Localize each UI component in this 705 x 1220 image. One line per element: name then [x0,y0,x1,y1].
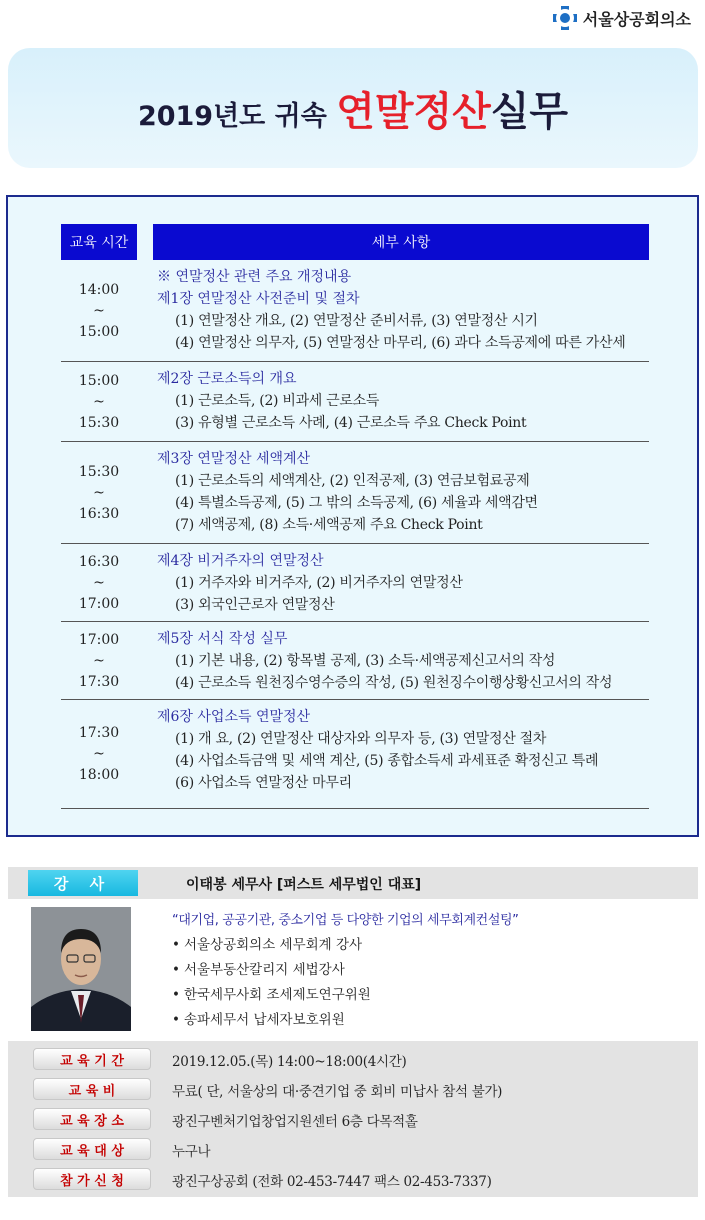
chapter-item: (3) 외국인근로자 연말정산 [175,597,335,613]
schedule-header-detail: 세부 사항 [153,224,649,260]
chapter-title: 제5장 서식 작성 실무 [157,631,288,647]
chapter-item: (1) 근로소득, (2) 비과세 근로소득 [175,393,380,409]
schedule-row [61,544,649,622]
schedule-row [61,260,649,362]
chapter-item: (1) 개 요, (2) 연말정산 대상자와 의무자 등, (3) 연말정산 절차 [175,731,547,747]
revision-note: ※ 연말정산 관련 주요 개정내용 [157,269,352,285]
time-text: 16:30 [78,553,120,570]
chapter-title: 제1장 연말정산 사전준비 및 절차 [157,291,360,307]
chapter-item: (1) 근로소득의 세액계산, (2) 인적공제, (3) 연금보험료공제 [175,473,530,489]
time-text: 15:30 [78,463,120,480]
chapter-item: (7) 세액공제, (8) 소득·세액공제 주요 Check Point [175,517,483,533]
chapter-item: (3) 유형별 근로소득 사례, (4) 근로소득 주요 Check Point [175,415,527,431]
time-text: 16:30 [78,505,120,522]
chapter-item: (4) 연말정산 의무자, (5) 연말정산 마무리, (6) 과다 소득공제에 따른 가산세 [175,335,626,351]
schedule-time [61,544,137,622]
time-text: 18:00 [78,767,120,783]
title-highlight: 연말정산 [336,89,491,135]
schedule-detail [157,266,649,354]
schedule-time [61,442,137,544]
row-divider [61,808,649,809]
schedule-detail [157,368,649,434]
career-item: • 송파세무서 납세자보호위원 [172,1008,371,1033]
career-item: • 서울부동산칼리지 세법강사 [172,958,371,983]
info-label: 교 육 비 [33,1078,151,1100]
schedule-detail [157,706,649,794]
schedule-time [61,362,137,442]
info-value: 광진구상공회 (전화 02-453-7447 팩스 02-453-7337) [172,1174,492,1190]
schedule-box [6,195,699,837]
time-text: 15:00 [78,323,120,340]
chapter-item: (1) 연말정산 개요, (2) 연말정산 준비서류, (3) 연말정산 시기 [175,313,538,329]
title-year: 2019년도 귀속 [137,101,337,132]
instructor-name: 이태봉 세무사 [퍼스트 세무법인 대표] [186,877,422,893]
info-label: 교 육 장 소 [33,1108,151,1130]
chamber-logo-icon [553,6,577,30]
chapter-item: (6) 사업소득 연말정산 마무리 [175,775,352,791]
chapter-item: (4) 특별소득공제, (5) 그 밖의 소득공제, (6) 세율과 세액감면 [175,495,538,511]
info-row-venue [8,1107,698,1131]
info-label: 교 육 대 상 [33,1138,151,1160]
schedule-time [61,622,137,700]
chapter-title: 제2장 근로소득의 개요 [157,371,297,387]
title-suffix: 실무 [490,89,569,135]
schedule-time [61,260,137,362]
info-row-registration [8,1167,698,1191]
schedule-header-time: 교육 시간 [61,224,137,260]
chapter-item: (1) 거주자와 비거주자, (2) 비거주자의 연말정산 [175,575,463,591]
info-row-audience [8,1137,698,1161]
schedule-row [61,442,649,544]
career-item: • 서울상공회의소 세무회계 강사 [172,933,371,958]
time-text: 15:00 [78,372,120,389]
career-item: • 한국세무사회 조세제도연구위원 [172,983,371,1008]
brand [553,6,691,30]
instructor-bar [8,867,698,899]
time-text: ~ [93,393,105,410]
schedule-row [61,362,649,442]
time-text: 14:00 [78,281,120,298]
time-text: 17:00 [78,595,120,612]
instructor-quote: “대기업, 공공기관, 중소기업 등 다양한 기업의 세무회계컨설팅” [172,913,519,928]
chapter-item: (4) 사업소득금액 및 세액 계산, (5) 종합소득세 과세표준 확정신고 특례 [175,753,599,769]
time-text: ~ [93,652,105,669]
info-value: 2019.12.05.(목) 14:00~18:00(4시간) [172,1054,407,1070]
time-text: 15:30 [78,414,120,431]
schedule-time [61,700,137,809]
info-value: 광진구벤처기업창업지원센터 6층 다목적홀 [172,1114,418,1130]
chapter-title: 제3장 연말정산 세액계산 [157,451,311,467]
info-label: 교 육 기 간 [33,1048,151,1070]
time-text: ~ [93,746,105,762]
chapter-item: (1) 기본 내용, (2) 항목별 공제, (3) 소득·세액공제신고서의 작성 [175,653,556,669]
chapter-title: 제4장 비거주자의 연말정산 [157,553,324,569]
info-value: 누구나 [172,1144,211,1160]
brand-name: 서울상공회의소 [582,9,691,29]
instructor-label: 강 사 [28,870,138,896]
time-text: 17:30 [78,673,120,690]
schedule-row [61,622,649,700]
time-text: 17:30 [78,725,120,741]
time-text: 17:00 [78,631,120,648]
schedule-detail [157,550,649,616]
info-row-period [8,1047,698,1071]
instructor-photo [31,907,131,1031]
time-text: ~ [93,574,105,591]
schedule-row [61,700,649,809]
info-table [8,1041,698,1197]
time-text: ~ [93,484,105,501]
info-label: 참 가 신 청 [33,1168,151,1190]
schedule-detail [157,628,649,694]
chapter-title: 제6장 사업소득 연말정산 [157,709,311,725]
title-banner [8,48,698,168]
chapter-item: (4) 근로소득 원천징수영수증의 작성, (5) 원천징수이행상황신고서의 작성 [175,675,613,691]
page-title [8,80,698,137]
schedule-detail [157,448,649,536]
info-value: 무료( 단, 서울상의 대·중견기업 중 회비 미납사 참석 불가) [172,1084,503,1100]
time-text: ~ [93,302,105,319]
info-row-fee [8,1077,698,1101]
instructor-career-list [172,933,371,1033]
